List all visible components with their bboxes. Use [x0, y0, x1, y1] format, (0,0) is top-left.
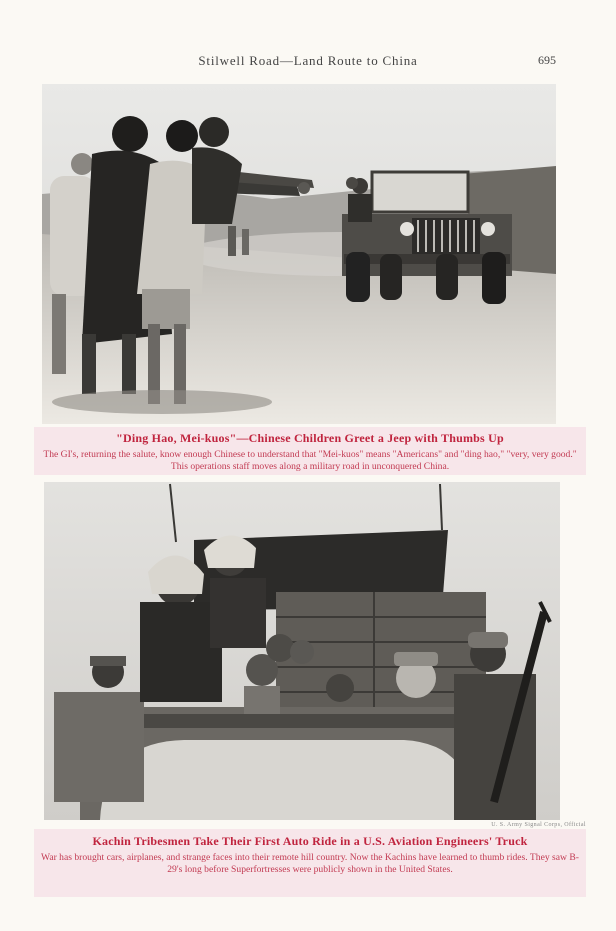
caption-body: War has brought cars, airplanes, and strange faces into their remote hill country. Now the Kachins have learned to thumb rides. They saw B-29's long before Superfortresses were publicly shown in the United States.: [41, 852, 579, 875]
photo-children-greet-jeep: [42, 84, 556, 424]
photo-credit: U. S. Army Signal Corps, Official: [491, 822, 586, 828]
caption-figure2: [34, 822, 586, 897]
caption-figure1: [34, 427, 586, 475]
photo-kachin-truck: [44, 482, 560, 820]
caption-title: "Ding Hao, Mei-kuos"—Chinese Children Greet a Jeep with Thumbs Up: [116, 431, 504, 445]
running-title: Stilwell Road—Land Route to China: [198, 53, 418, 68]
caption-body: The GI's, returning the salute, know enough Chinese to understand that "Mei-kuos" means "Americans" and "ding hao," "very, very good." This operations staff moves along a military road in unconquered China.: [43, 449, 577, 472]
page-header: [0, 53, 616, 73]
caption-title: Kachin Tribesmen Take Their First Auto Ride in a U.S. Aviation Engineers' Truck: [92, 834, 528, 848]
page-number: 695: [538, 53, 556, 67]
